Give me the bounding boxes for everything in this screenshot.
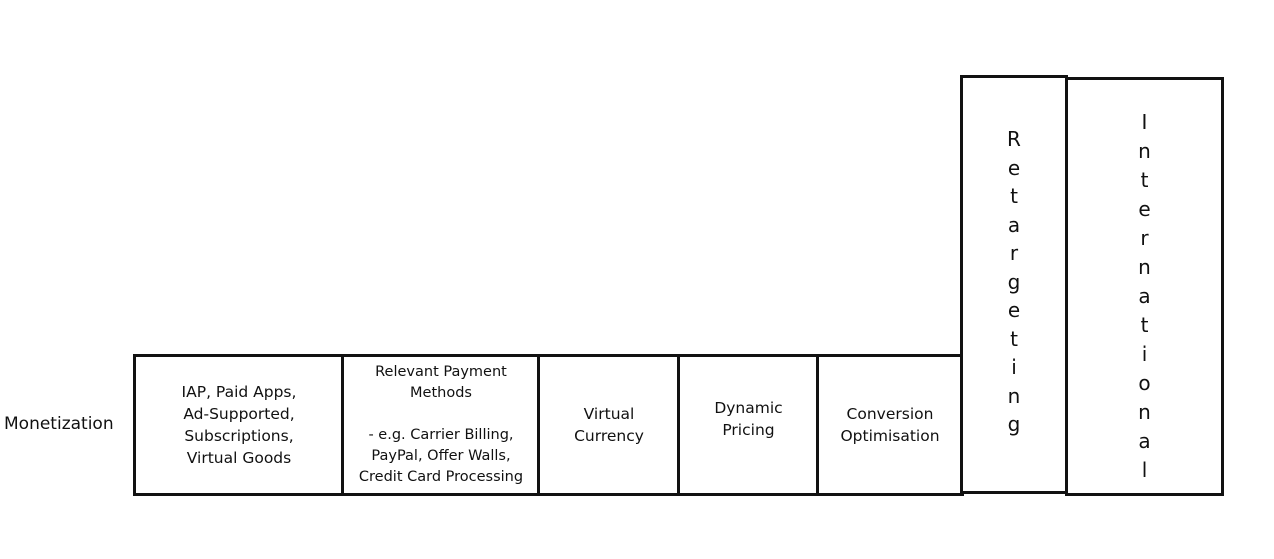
box-relevant-payment-methods-text: Relevant Payment Methods - e.g. Carrier Billing, PayPal, Offer Walls, Credit Card Processing — [358, 364, 524, 485]
vertical-letter: n — [1138, 255, 1151, 279]
vertical-letter: n — [1138, 400, 1151, 424]
box-conversion-optimisation-text: Conversion Optimisation — [840, 405, 940, 445]
vertical-letter: i — [1141, 342, 1148, 366]
vertical-letter: a — [1007, 212, 1021, 237]
vertical-letter: n — [1007, 383, 1021, 408]
vertical-letter: I — [1141, 110, 1148, 134]
vertical-letter: t — [1010, 326, 1018, 351]
vertical-letter: t — [1140, 168, 1149, 192]
box-dynamic-pricing — [677, 354, 820, 496]
vertical-letter: i — [1011, 355, 1017, 379]
box-virtual-currency — [537, 354, 681, 496]
vertical-letter: e — [1007, 298, 1021, 322]
vertical-letter: t — [1010, 184, 1018, 208]
vertical-letter: l — [1141, 458, 1148, 482]
box-retargeting-text — [1007, 78, 1021, 439]
vertical-letter: g — [1007, 269, 1021, 294]
box-relevant-payment-methods — [341, 354, 541, 496]
box-iap-paid-apps — [133, 354, 345, 496]
vertical-letter: R — [1007, 127, 1021, 151]
box-iap-paid-apps-text: IAP, Paid Apps, Ad-Supported, Subscriptions, Virtual Goods — [181, 383, 297, 467]
box-international — [1065, 77, 1224, 496]
vertical-letter: r — [1009, 241, 1019, 265]
vertical-letter: e — [1138, 197, 1151, 221]
vertical-letter: a — [1138, 284, 1151, 308]
vertical-letter: g — [1007, 412, 1021, 436]
row-label-monetization: Monetization — [4, 414, 114, 434]
box-retargeting — [960, 75, 1068, 494]
vertical-letter: t — [1140, 313, 1149, 337]
box-international-text — [1138, 80, 1151, 485]
box-conversion-optimisation — [816, 354, 964, 496]
vertical-letter: r — [1140, 226, 1149, 250]
box-virtual-currency-text: Virtual Currency — [574, 405, 644, 445]
box-dynamic-pricing-text: Dynamic Pricing — [714, 399, 783, 439]
vertical-letter: e — [1007, 155, 1021, 180]
vertical-letter: n — [1138, 139, 1151, 163]
vertical-letter: o — [1138, 371, 1151, 395]
vertical-letter: a — [1138, 429, 1151, 453]
